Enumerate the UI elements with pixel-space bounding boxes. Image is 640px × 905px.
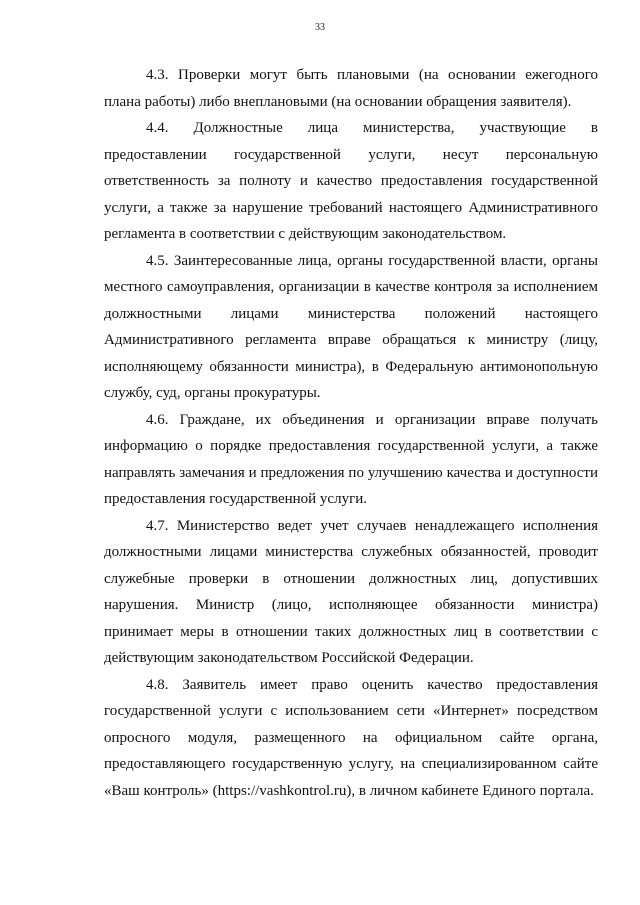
page-number: 33 bbox=[315, 22, 325, 33]
document-body bbox=[104, 62, 598, 804]
paragraph-4-8: 4.8. Заявитель имеет право оценить качество предоставления государственной услуги с использованием сети «Интернет» посредством опросного модуля, размещенного на официальном сайте органа, предоставляющего государственную услугу, на специализированном сайте «Ваш контроль» (https://vashkontrol.ru), в личном кабинете Единого портала. bbox=[104, 676, 598, 799]
paragraph-4-3: 4.3. Проверки могут быть плановыми (на основании ежегодного плана работы) либо внеплановыми (на основании обращения заявителя). bbox=[104, 67, 598, 110]
paragraph-4-6: 4.6. Граждане, их объединения и организации вправе получать информацию о порядке предоставления государственной услуги, а также направлять замечания и предложения по улучшению качества и доступности предоставления государственной услуги. bbox=[104, 411, 598, 507]
paragraph-4-5: 4.5. Заинтересованные лица, органы государственной власти, органы местного самоуправления, организации в качестве контроля за исполнением должностными лицами министерства положений настоящего Административного регламента вправе обращаться к министру (лицу, исполняющему обязанности министра), в Федеральную антимонопольную службу, суд, органы прокуратуры. bbox=[104, 252, 598, 401]
paragraph-4-7: 4.7. Министерство ведет учет случаев ненадлежащего исполнения должностными лицами министерства служебных обязанностей, проводит служебные проверки в отношении должностных лиц, допустивших нарушения. Министр (лицо, исполняющее обязанности министра) принимает меры в отношении таких должностных лиц в соответствии с действующим законодательством Российской Федерации. bbox=[104, 517, 598, 666]
paragraph-4-4: 4.4. Должностные лица министерства, участвующие в предоставлении государственной услуги, несут персональную ответственность за полноту и качество предоставления государственной услуги, а также за нарушение требований настоящего Административного регламента в соответствии с действующим законодательством. bbox=[104, 120, 598, 242]
